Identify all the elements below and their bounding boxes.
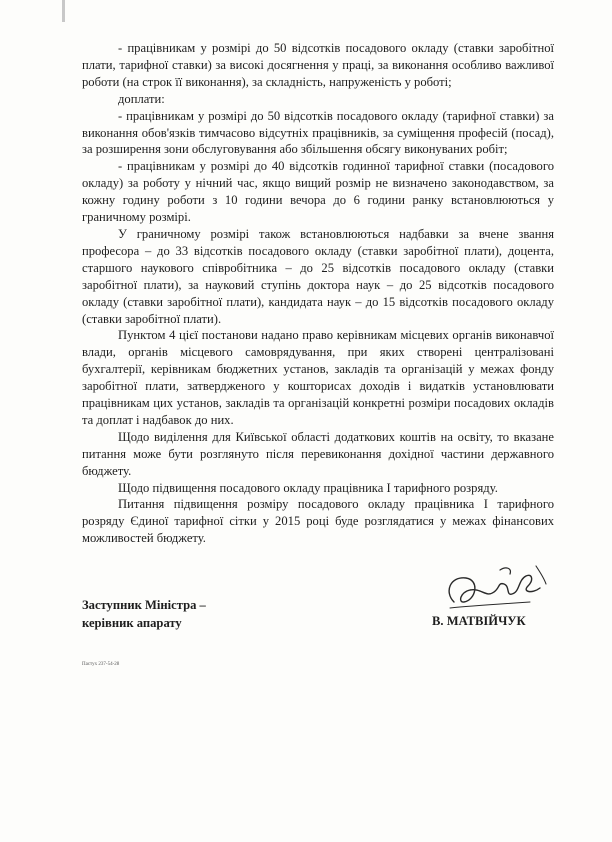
scan-artifact xyxy=(62,0,65,22)
paragraph-allowances-label: доплати: xyxy=(118,91,165,106)
paragraph-tariff-heading: Щодо підвищення посадового окладу працівника І тарифного розряду. xyxy=(118,480,498,495)
position-line-2: керівник апарату xyxy=(82,616,182,630)
paragraph-bonus-achievements: - працівникам у розмірі до 50 відсотків посадового окладу (ставки заробітної плати, тарифної ставки) за високі досягнення у праці, за виконання особливо важливої роботи (на строк її виконання), за складність, напруженість у роботі; xyxy=(82,41,554,89)
signatory-name: В. МАТВІЙЧУК xyxy=(432,614,526,628)
paragraph-kyiv-funds: Щодо виділення для Київської області додаткових коштів на освіту, то вказане питання може бути розглянуто після перевиконання дохідної частини державного бюджету. xyxy=(82,429,554,478)
paragraph-allowance-night: - працівникам у розмірі до 40 відсотків годинної тарифної ставки (посадового окладу) за роботу у нічний час, якщо вищий розмір не визначено законодавством, за кожну годину роботи з 10 години вечора до 6 години ранку встановлюються у граничному розмірі. xyxy=(82,159,554,225)
paragraph-academic-titles: У граничному розмірі також встановлюються надбавки за вчене звання професора – до 33 відсотків посадового окладу (ставки заробітної плати), доцента, старшого наукового співробітника – до 25 відсотків посадового окладу (ставки заробітної плати), за науковий ступінь доктора наук – до 25 відсотків посадового окладу (ставки заробітної плати), кандидата наук – до 15 відсотків посадового окладу (ставки заробітної плати). xyxy=(82,226,554,326)
signatory-position xyxy=(82,596,206,632)
paragraph-clause-4: Пунктом 4 цієї постанови надано право керівникам місцевих органів виконавчої влади, органів місцевого самоврядування, при яких створені централізовані бухгалтерії, керівникам бюджетних установ, закладів та організацій у межах фонду заробітної плати, затвердженого у кошторисах доходів і видатків установлювати працівникам цих установ, закладів та організацій конкретні розміри посадових окладів та доплат і надбавок до них. xyxy=(82,328,554,427)
handwritten-signature xyxy=(440,562,560,622)
paragraph-allowance-absent: - працівникам у розмірі до 50 відсотків посадового окладу (тарифної ставки) за виконання обов'язків тимчасово відсутніх працівників, за суміщення професій (посад), за розширення зони обслуговування або збільшення обсягу виконуваних робіт; xyxy=(82,108,554,157)
letter-body xyxy=(82,40,554,547)
paragraph-tariff-2015: Питання підвищення розміру посадового окладу працівника І тарифного розряду Єдиної тарифної сітки у 2015 році буде розглядатися у межах фінансових можливостей бюджету. xyxy=(82,497,554,546)
position-line-1: Заступник Міністра – xyxy=(82,598,206,612)
executor-footnote: Пастух 237-54-28 xyxy=(82,662,120,667)
